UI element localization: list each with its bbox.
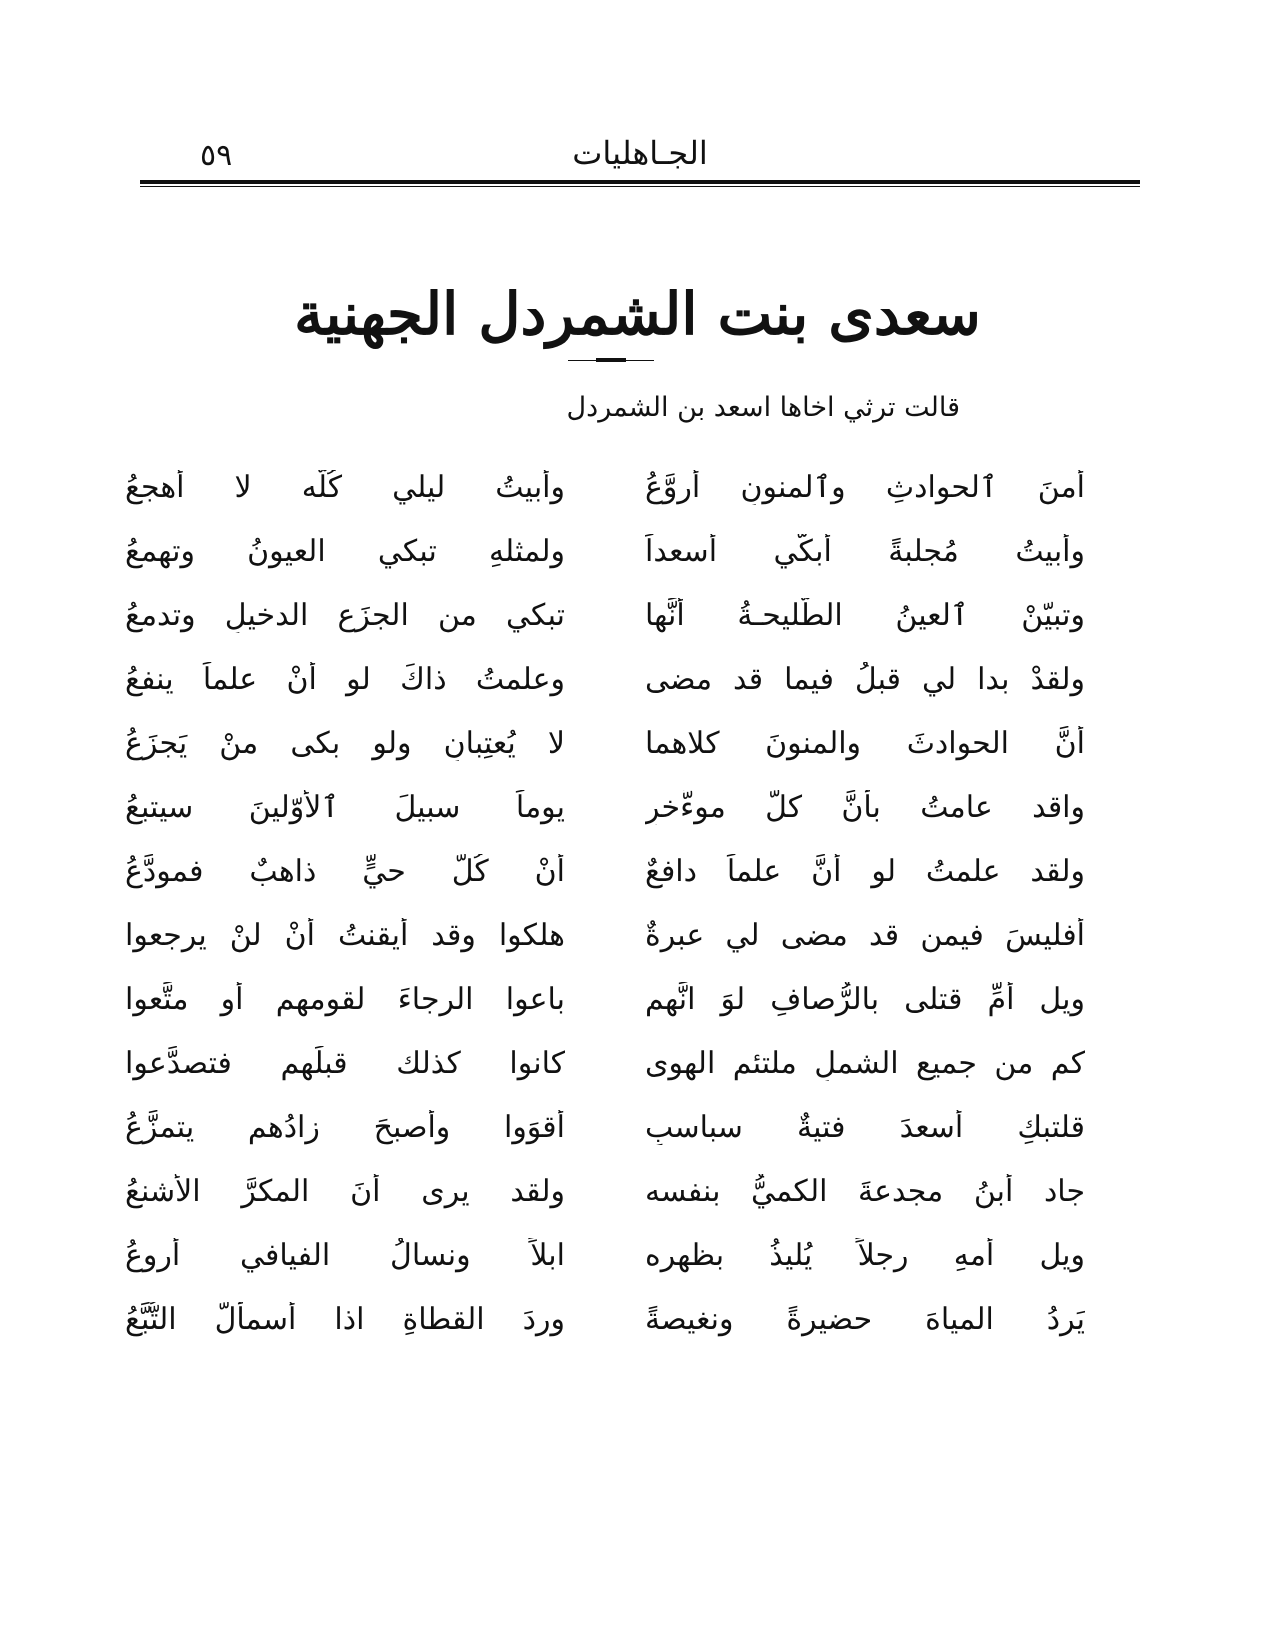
verse-first-hemistich: أنَّ الحوادثَ والمنونَ كلاهما (645, 725, 1085, 761)
verse-second-hemistich: وعلمتُ ذاكَ لو أنْ علماً ينفعُ (125, 661, 565, 697)
verse-first-hemistich: أفليسَ فيمن قد مضى لي عبرةٌ (645, 917, 1085, 953)
verse-list (125, 455, 1085, 1455)
verse (125, 903, 1085, 967)
verse (125, 839, 1085, 903)
verse-first-hemistich: ويل أُمهِ رجلاً يُليذُ بظهره (645, 1237, 1085, 1273)
poem-intro: قالت ترثي اخاها اسعد بن الشمردل (566, 392, 960, 423)
verse-first-hemistich: واقد عامتُ بأنَّ كلَّ موءَّخرٍ (645, 789, 1085, 825)
verse (125, 775, 1085, 839)
verse (125, 583, 1085, 647)
verse-first-hemistich: أمنَ ٱلحوادثِ وٱلمنونِ أروَّعُ (645, 469, 1085, 505)
verse-first-hemistich: ويل أمِّ قتلى بالرُّصافِ لوَ انَّهم (645, 981, 1085, 1017)
verse (125, 455, 1085, 519)
verse (125, 1095, 1085, 1159)
poem-title: سعدى بنت الشمردل الجهنية (294, 280, 981, 348)
running-head (140, 130, 1140, 180)
verse-second-hemistich: كانوا كذلك قبلَهم فتصدَّعوا (125, 1045, 565, 1081)
verse (125, 711, 1085, 775)
verse-second-hemistich: ولمثلهِ تبكي العيونُ وتهمعُ (125, 533, 565, 569)
header-rule (140, 180, 1140, 187)
verse-second-hemistich: تبكي من الجزَعِ الدخيلِ وتدمعُ (125, 597, 565, 633)
verse-second-hemistich: هلكوا وقد أيقنتُ أنْ لنْ يرجعوا (125, 917, 565, 953)
verse-second-hemistich: ابلاً ونسالُ الفيافي أروعُ (125, 1237, 565, 1273)
verse (125, 1223, 1085, 1287)
verse-second-hemistich: أنْ كُلُّ حيٍّ ذاهبٌ فمودَّعُ (125, 853, 565, 889)
verse (125, 519, 1085, 583)
verse-second-hemistich: لا يُعتِبانِ ولو بكى منْ يَجزَعُ (125, 725, 565, 761)
verse-first-hemistich: قلتبكِ أسعدَ فتيةٌ سباسبِ (645, 1109, 1085, 1145)
page-number: ٥٩ (200, 138, 233, 173)
verse-first-hemistich: كم من جميعِ الشملِ ملتئمِ الهوى (645, 1045, 1085, 1081)
verse-first-hemistich: وأبيتُ مُجلبةً أُبكّي أسعداً (645, 533, 1085, 569)
verse-second-hemistich: يوماً سبيلَ ٱلأوّلينَ سيتبعُ (125, 789, 565, 825)
verse-second-hemistich: وأبيتُ ليلي كُلَّه لا أهجعُ (125, 469, 565, 505)
verse-first-hemistich: وتبيّنْ ٱلعينُ الطّليحـةُ أنَّها (645, 597, 1085, 633)
verse (125, 967, 1085, 1031)
verse-first-hemistich: يَردُ المياهَ حضيرةً ونغيصةً (645, 1301, 1085, 1337)
verse-second-hemistich: باعوا الرجاءَ لقومهم أو متَّعوا (125, 981, 565, 1017)
verse-second-hemistich: وِردَ القطاةِ اذا أسمألَّ التُّبَّعُ (125, 1301, 565, 1337)
verse-second-hemistich: ولقد يرى أنَ المكرَّ الأشنعُ (125, 1173, 565, 1209)
verse-first-hemistich: ولقدْ بدا لي قبلُ فيما قد مضى (645, 661, 1085, 697)
verse (125, 1159, 1085, 1223)
title-ornament (568, 360, 654, 361)
verse (125, 1031, 1085, 1095)
verse (125, 647, 1085, 711)
verse (125, 1287, 1085, 1351)
verse-first-hemistich: ولقد علمتُ لو أنَّ علماً دافعٌ (645, 853, 1085, 889)
running-title: الجـاهليات (572, 134, 708, 172)
verse-first-hemistich: جاد أبنُ مجدعةَ الكميُّ بنفسه (645, 1173, 1085, 1209)
verse-second-hemistich: أقوَوا وأصبحَ زادُهم يتمزَّعُ (125, 1109, 565, 1145)
